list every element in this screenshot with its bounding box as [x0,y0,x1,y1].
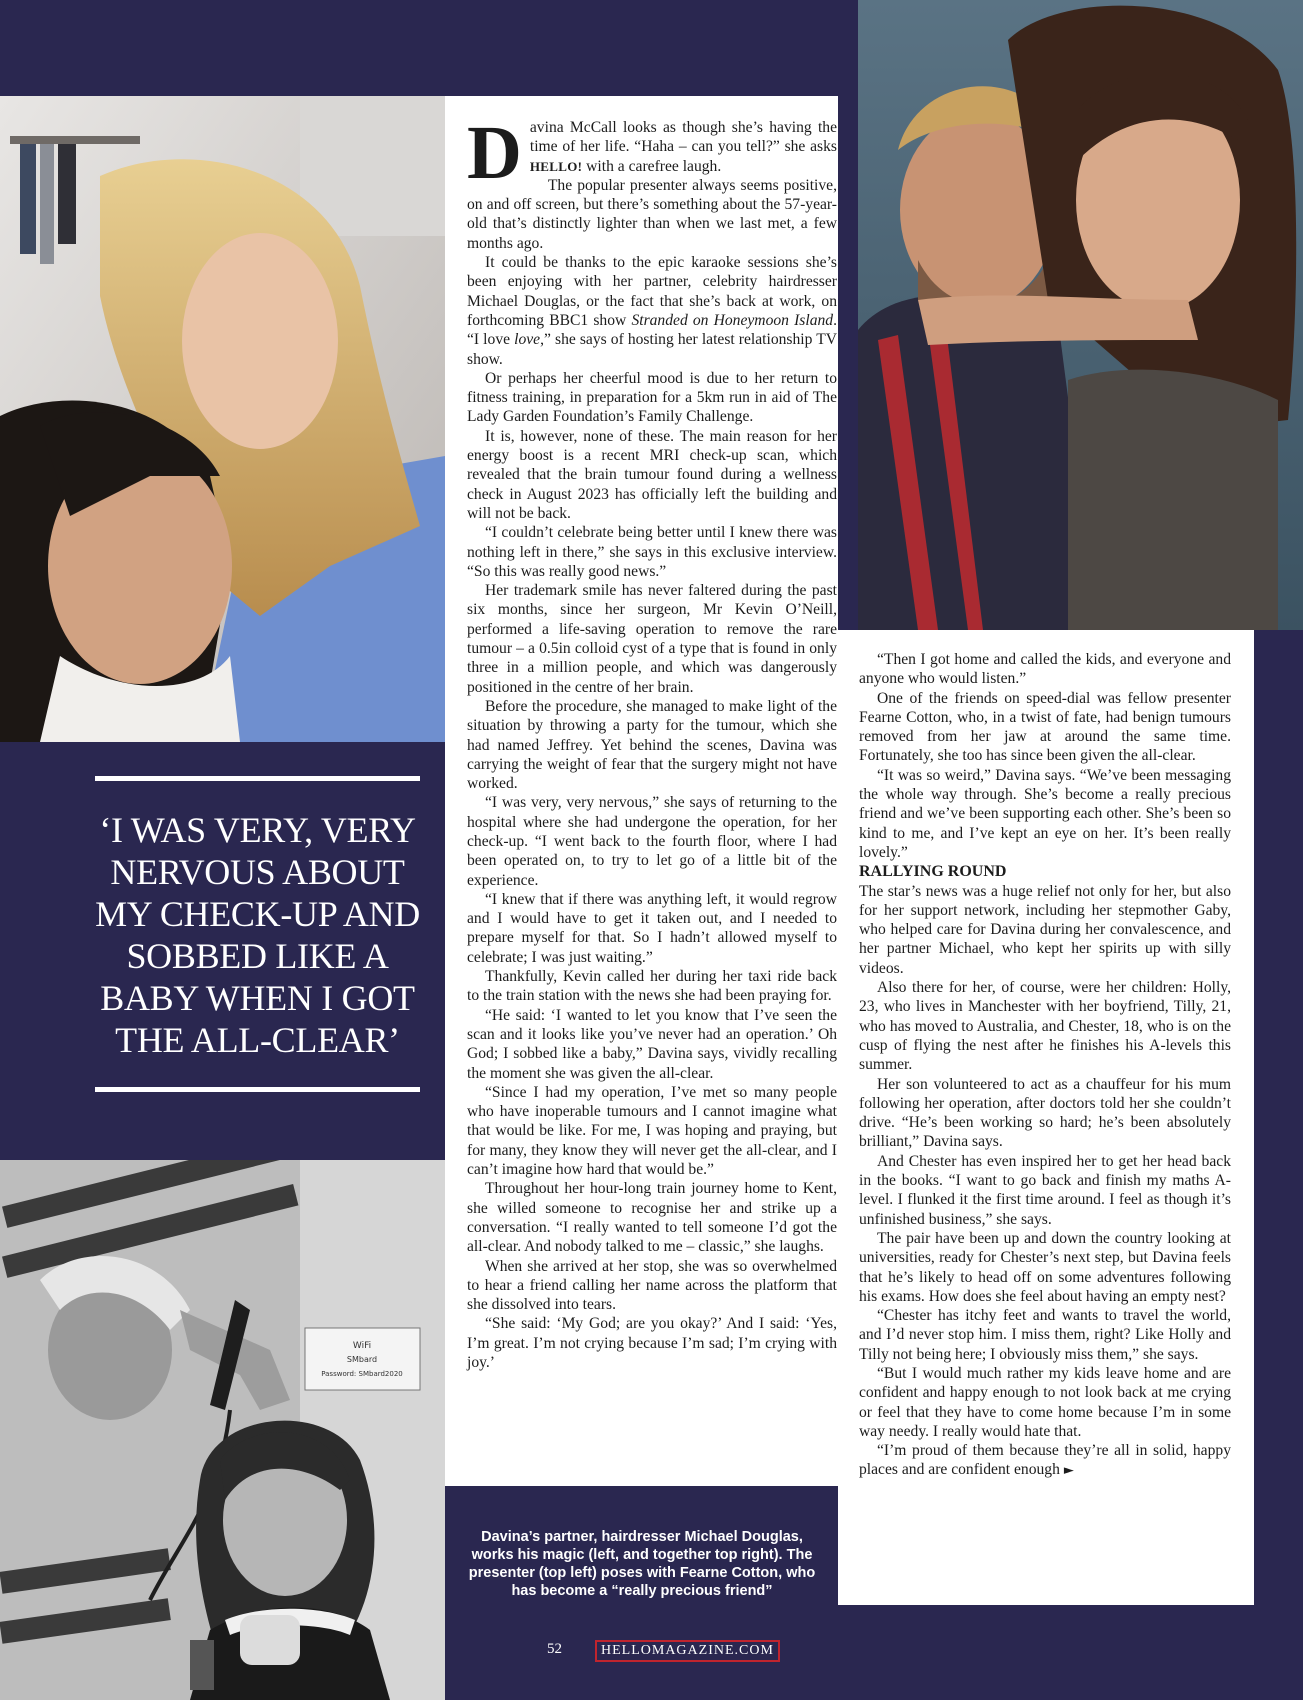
paragraph-text: “I’m proud of them because they’re all in solid, happy places and are confident enough [859,1442,1231,1479]
photo-davina-and-fearne-selfie [0,96,445,742]
article-paragraph: Thankfully, Kevin called her during her taxi ride back to the train station with the news she had been praying for. [467,968,837,1005]
show-title: Stranded on Honeymoon Island [631,311,834,329]
article-paragraph: And Chester has even inspired her to get her head back in the books. “I want to go back and finish my maths A-level. I flunked it the first time around. I feel as though it’s unfinished business,” she says. [859,1152,1231,1228]
magazine-name: HELLO! [529,158,583,174]
pull-quote: ‘I WAS VERY, VERY NERVOUS ABOUT MY CHECK-UP AND SOBBED LIKE A BABY WHEN I GOT THE ALL-CLEAR’ [95,810,420,1060]
lead-text: avina McCall looks as though she’s having the time of her life. “Haha – can you tell?” she asks [529,119,837,156]
article-column-left [467,111,837,1372]
article-paragraph: Throughout her hour-long train journey home to Kent, she willed someone to recognise her and strike up a conversation. “I really wanted to tell someone I’d got the all-clear. And nobody talked to me – classic,” she laughs. [467,1180,837,1256]
paragraph-text: . “I love [467,311,837,349]
continue-arrow-icon: ► [1063,1463,1074,1479]
article-paragraph: The popular presenter always seems positive, on and off screen, but there’s something about the 57-year-old that’s distinctly lighter than when we last met, a few months ago. [467,176,837,252]
paragraph-text: ,” she says of hosting her latest relationship TV show. [467,331,837,368]
article-paragraph: “It was so weird,” Davina says. “We’ve been messaging the whole way through. She’s become a really precious friend and we’ve been supporting each other. She’s been so kind to me, and I’ve kept an eye on her. It’s been really lovely.” [859,766,1231,861]
article-paragraph: “I was very, very nervous,” she says of returning to the hospital where she had undergone the operation, for her check-up. “I went back to the fourth floor, where I had been operated on, to try to let go of a little bit of the experience. [467,794,837,889]
article-paragraph [467,253,837,369]
article-paragraph: “He said: ‘I wanted to let you know that I’ve seen the scan and it looks like you’ve never had an operation.’ Oh God; I sobbed like a baby,” Davina says, vividly recalling the moment she was given the all-clear. [467,1006,837,1082]
photo-caption: Davina’s partner, hairdresser Michael Douglas, works his magic (left, and together top right). The presenter (top left) poses with Fearne Cotton, who has become a “really precious friend” [468,1529,816,1599]
photo-michael-styling-hair [0,1160,445,1700]
article-paragraph: “She said: ‘My God; are you okay?’ And I said: ‘Yes, I’m great. I’m not crying because I’m sad; I’m crying with joy.’ [467,1315,837,1371]
article-column-right [859,650,1231,1481]
paragraph-text: It could be thanks to the epic karaoke sessions she’s been enjoying with her partner, celebrity hairdresser Michael Douglas, or the fact that she’s back at work, on forthcoming BBC1 show [467,254,837,329]
sign-wifi-label: WiFi [352,1341,372,1351]
quote-rule-top [95,776,420,781]
article-paragraph: Also there for her, of course, were her children: Holly, 23, who lives in Manchester with her boyfriend, Tilly, 21, who has moved to Australia, and Chester, 18, who is on the cusp of flying the nest after he finishes his A-levels this summer. [859,979,1231,1074]
quote-rule-bottom [95,1087,420,1092]
article-paragraph: Her son volunteered to act as a chauffeur for his mum following her operation, after doctors told her she couldn’t drive. “He’s been working so hard; he’s been absolutely brilliant,” Davina says. [859,1075,1231,1151]
section-subheading: RALLYING ROUND [859,863,1007,881]
article-paragraph: “I knew that if there was anything left, it would regrow and I would have to get it taken out, and I needed to prepare myself for that. So I hadn’t allowed myself to celebrate; I was just waiting.” [467,890,837,966]
article-paragraph: When she arrived at her stop, she was so overwhelmed to hear a friend calling her name across the platform that she dissolved into tears. [467,1257,837,1314]
article-paragraph [859,1441,1231,1481]
article-paragraph: It is, however, none of these. The main reason for her energy boost is a recent MRI check-up scan, which revealed that the brain tumour found during a wellness check in August 2023 has officially left the building and will not be back. [467,427,837,522]
article-paragraph: “Then I got home and called the kids, and everyone and anyone who would listen.” [859,651,1231,688]
page-number: 52 [547,1641,562,1657]
drop-cap: D [467,111,522,195]
lead-text-end: with a carefree laugh. [586,157,722,175]
sign-password: Password: SMbard2020 [321,1370,403,1378]
article-paragraph: “Since I had my operation, I’ve met so many people who have inoperable tumours and I cannot imagine what that would be like. For me, I was hoping and praying, but for many, they know they will never get the all-clear, and I can’t imagine how hard that would be.” [467,1083,837,1179]
article-paragraph: Before the procedure, she managed to make light of the situation by throwing a party for the tumour, which she had named Jeffrey. Yet behind the scenes, Davina was carrying the weight of fear that the surgery might not have worked. [467,697,837,793]
pull-quote-block [95,776,420,1092]
article-paragraph: Her trademark smile has never faltered during the past six months, since her surgeon, Mr Kevin O’Neill, performed a life-saving operation to remove the rare tumour – a 0.5in colloid cyst of a type that is found in only three in a million people, and which was dangerously positioned in the centre of her brain. [467,582,837,696]
sign-network-name: SMbard [346,1355,378,1364]
article-paragraph: The pair have been up and down the country looking at universities, ready for Chester’s next step, but Davina feels that he’s likely to head off on some adventures following his exams. How does she feel about having an empty nest? [859,1229,1231,1305]
article-paragraph: “Chester has itchy feet and wants to travel the world, and I’d never stop him. I miss them, right? Like Holly and Tilly not being here; I obviously miss them,” she says. [859,1307,1231,1363]
emphasis: love [514,331,541,349]
article-paragraph: “I couldn’t celebrate being better until I knew there was nothing left in there,” she says in this exclusive interview. “So this was really good news.” [467,524,837,580]
photo-davina-and-michael [858,0,1303,630]
article-paragraph: One of the friends on speed-dial was fellow presenter Fearne Cotton, who, in a twist of fate, had benign tumours removed from her jaw at around the same time. Fortunately, she too has since been given the all-clear. [859,689,1231,765]
article-paragraph: The star’s news was a huge relief not only for her, but also for her support network, including her stepmother Gaby, who helped care for Davina during her convalescence, and her partner Michael, who kept her spirits up with silly videos. [859,882,1231,977]
article-paragraph: Or perhaps her cheerful mood is due to her return to fitness training, in preparation for a 5km run in aid of The Lady Garden Foundation’s Family Challenge. [467,369,837,426]
article-paragraph [467,111,837,195]
site-url-link[interactable]: HELLOMAGAZINE.COM [595,1640,780,1662]
caption-box [445,1486,838,1700]
article-paragraph: “But I would much rather my kids leave home and are confident and happy enough to not look back at me crying or feel that they have to come home because I’m in some way needy. I really would hate that. [859,1364,1231,1440]
